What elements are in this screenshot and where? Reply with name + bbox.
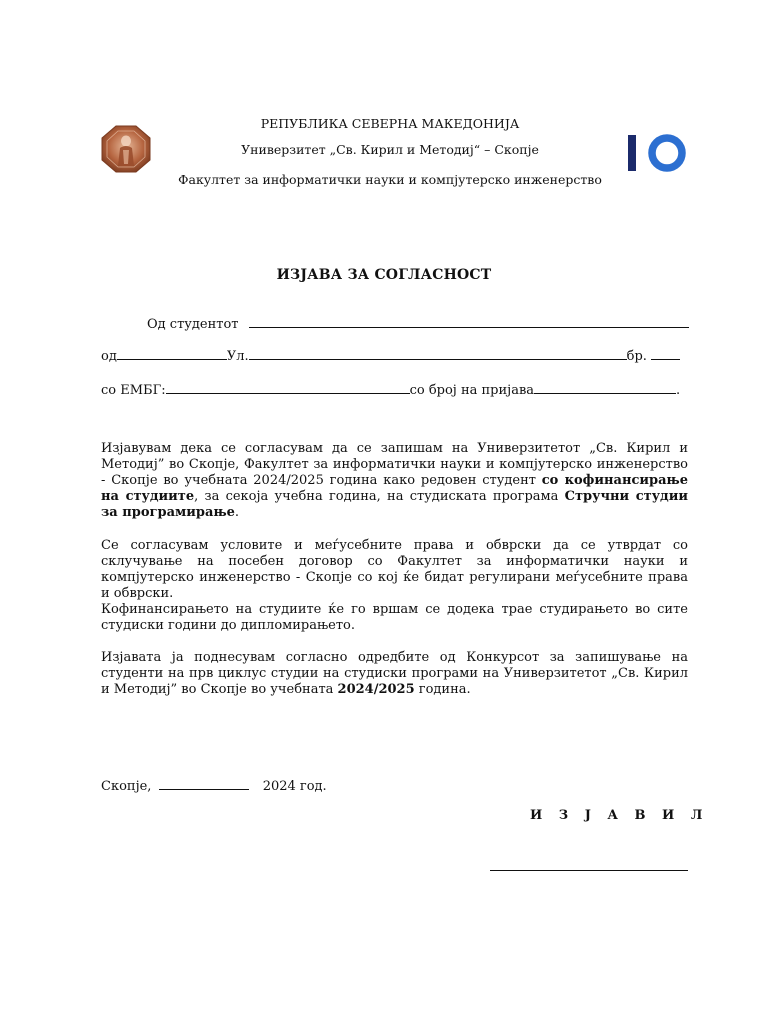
address-row xyxy=(101,347,680,364)
student-label: Од студентот xyxy=(147,317,239,332)
application-end: . xyxy=(676,383,681,398)
date-field[interactable] xyxy=(159,777,249,790)
header-country: РЕПУБЛИКА СЕВЕРНА МАКЕДОНИЈА xyxy=(260,116,520,131)
embg-field[interactable] xyxy=(166,381,410,394)
study-program-emphasis: Стручни студии за програмирање xyxy=(101,489,688,520)
from-label: од xyxy=(101,349,117,364)
paragraph-consent-end: . xyxy=(234,505,240,520)
student-row xyxy=(147,315,689,332)
street-field[interactable] xyxy=(249,347,627,360)
document-title: ИЗЈАВА ЗА СОГЛАСНОСТ xyxy=(276,267,492,283)
paragraph-submission-end: година. xyxy=(414,682,471,697)
header-faculty: Факултет за информатички науки и компјутерско инженерство xyxy=(178,172,602,187)
student-name-field[interactable] xyxy=(249,315,689,328)
cofinancing-emphasis: со кофинансирање на студиите xyxy=(101,473,688,504)
paragraph-submission-text: Изјавата ја поднесувам согласно одредбите од Конкурсот за запишување на студенти на прв циклус студии на студиски програми на Универзитетот „Св. Кирил и Методиј” во Скопје во учебната xyxy=(101,650,688,697)
place-date-row xyxy=(101,777,327,794)
place-label: Скопје, xyxy=(101,779,152,794)
paragraph-consent-text-2: , за секоја учебна година, на студиската програма xyxy=(194,489,565,504)
academic-year-emphasis: 2024/2025 xyxy=(337,682,415,697)
year-label: 2024 год. xyxy=(262,779,327,794)
signature-field[interactable] xyxy=(490,870,688,871)
street-number-field[interactable] xyxy=(651,347,680,360)
paragraph-agreement: Се согласувам условите и меѓусебните права и обврски да се утврдат со склучување на посебен договор со Факултет за информатички науки и компјутерско инженерство - Скопје со кој ќе бидат регулирани меѓусебните права и обврски. xyxy=(101,538,688,601)
application-label: со број на пријава xyxy=(409,383,535,398)
paragraph-consent xyxy=(101,441,688,521)
city-field[interactable] xyxy=(117,347,227,360)
signed-label: И З Ј А В И Л xyxy=(530,808,709,823)
embg-label: со ЕМБГ: xyxy=(101,383,166,398)
paragraph-cofinancing: Кофинансирањето на студиите ќе го вршам се додека трае студирањето во сите студиски години до дипломирањето. xyxy=(101,602,688,633)
paragraph-consent-text-1: Изјавувам дека се согласувам да се запишам на Универзитетот „Св. Кирил и Методиј” во Скопје, Факултет за информатички науки и компјутерско инженерство - Скопје во учебната 2024/2025 година како редовен студент xyxy=(101,441,688,488)
header-university: Универзитет „Св. Кирил и Методиј“ – Скопје xyxy=(241,142,539,157)
number-label: бр. xyxy=(626,349,647,364)
street-label: Ул. xyxy=(226,349,249,364)
paragraph-submission xyxy=(101,650,688,698)
id-row xyxy=(101,381,680,398)
application-number-field[interactable] xyxy=(534,381,676,394)
